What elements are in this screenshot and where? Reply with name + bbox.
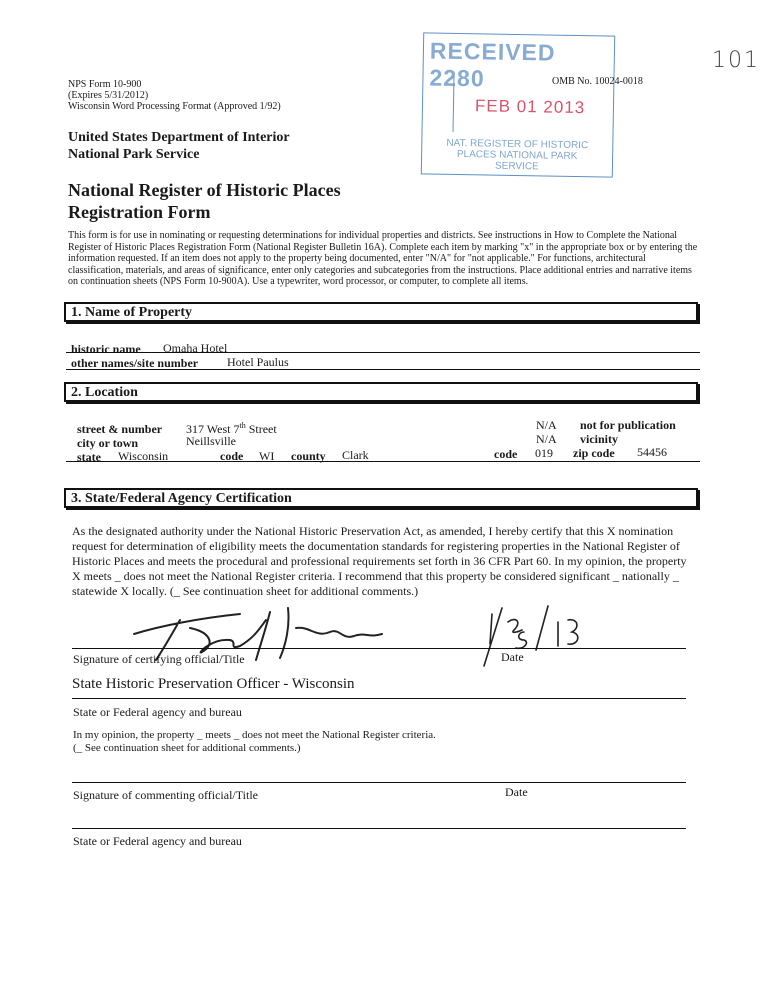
section-3-header <box>64 488 698 508</box>
agency-label-2: State or Federal agency and bureau <box>73 834 242 848</box>
other-names-line <box>66 369 700 370</box>
stamp-date: FEB 01 2013 <box>474 96 586 118</box>
vicinity-value: N/A <box>536 432 557 446</box>
signature-label: Signature of certifying official/Title <box>73 652 245 666</box>
other-names-label: other names/site number <box>71 356 199 370</box>
certification-paragraph: As the designated authority under the National Historic Preservation Act, as amended, I hereby certify that this X nomination request for determination of eligibility meets the documentation standards for registering properties in the National Register of Historic Places and meets the procedural and professional requirements set forth in 36 CFR Part 60. In my opinion, the property X meets _ does not meet the National Register criteria. I recommend that this property be considered significant _ nationally _ statewide X locally. (_ See continuation sheet for additional comments.) <box>72 524 687 598</box>
omb-number: OMB No. 10024-0018 <box>552 76 643 87</box>
street-label: street & number <box>77 422 163 436</box>
commenting-signature-line <box>72 782 686 783</box>
section-3-title: 3. State/Federal Agency Certification <box>71 491 292 506</box>
agency-line-2 <box>72 828 686 829</box>
official-title: State Historic Preservation Officer - Wisconsin <box>72 676 355 692</box>
location-bottom-line <box>66 461 700 462</box>
form-title-line2: Registration Form <box>68 202 211 222</box>
street-value: 317 West 7th Street <box>186 421 277 436</box>
city-label: city or town <box>77 436 139 450</box>
not-for-publication-value: N/A <box>536 418 557 432</box>
signature-line <box>72 648 686 649</box>
service-name: National Park Service <box>68 147 200 162</box>
zip-value: 54456 <box>637 445 667 459</box>
form-title-line1: National Register of Historic Places <box>68 180 341 200</box>
stamp-received-text: RECEIVED 2280 <box>429 37 556 92</box>
county-code-value: 019 <box>535 446 553 460</box>
historic-name-value: Omaha Hotel <box>163 341 228 355</box>
county-label: county <box>291 449 326 463</box>
form-header <box>68 79 281 112</box>
department-name: United States Department of Interior <box>68 130 290 145</box>
commenting-signature-label: Signature of commenting official/Title <box>73 788 258 802</box>
vicinity-label: vicinity <box>580 432 618 446</box>
historic-name-line <box>66 352 700 353</box>
section-2-header <box>64 382 698 402</box>
state-code-label: code <box>220 449 244 463</box>
form-number: NPS Form 10-900 <box>68 79 142 90</box>
zip-label: zip code <box>573 446 615 460</box>
opinion-line-1: In my opinion, the property _ meets _ does not meet the National Register criteria. <box>73 729 436 741</box>
section-1-title: 1. Name of Property <box>71 305 193 320</box>
agency-line <box>72 698 686 699</box>
county-code-label: code <box>494 447 518 461</box>
agency-name <box>68 129 290 163</box>
section-2-title: 2. Location <box>71 385 138 400</box>
state-label: state <box>77 450 101 464</box>
state-value: Wisconsin <box>118 449 169 463</box>
section-1-header <box>64 302 698 322</box>
agency-label: State or Federal agency and bureau <box>73 705 242 719</box>
historic-name-label: historic name <box>71 342 141 356</box>
county-value: Clark <box>342 448 369 462</box>
date-handwriting <box>478 604 588 670</box>
form-title <box>68 179 341 223</box>
form-expiry: (Expires 5/31/2012) <box>68 90 149 101</box>
other-names-value: Hotel Paulus <box>227 355 289 369</box>
state-code-value: WI <box>259 449 275 463</box>
date-label: Date <box>501 650 524 664</box>
instructions-paragraph: This form is for use in nominating or requesting determinations for individual properties and districts. See instructions in How to Complete the National Register of Historic Places Registration Form (National Register Bulletin 16A). Complete each item by marking "x" in the appropriate box or by entering the information requested. If an item does not apply to the property being documented, enter "N/A" for "not applicable." For functions, architectural classification, materials, and areas of significance, enter only categories and subcategories from the instructions. Place additional entries and narrative items on continuation sheets (NPS Form 10-900A). Use a typewriter, word processor, or computer, to complete all items. <box>68 230 698 287</box>
page-number: 101 <box>712 48 760 73</box>
city-value: Neillsville <box>186 434 236 448</box>
form-format: Wisconsin Word Processing Format (Approved 1/92) <box>68 101 281 112</box>
opinion-line-2: (_ See continuation sheet for additional comments.) <box>73 742 301 754</box>
stamp-agency-text: NAT. REGISTER OF HISTORIC PLACES NATIONAL PARK SERVICE <box>446 137 589 173</box>
commenting-date-label: Date <box>505 785 528 799</box>
not-for-publication-label: not for publication <box>580 418 676 432</box>
received-stamp <box>421 32 615 177</box>
